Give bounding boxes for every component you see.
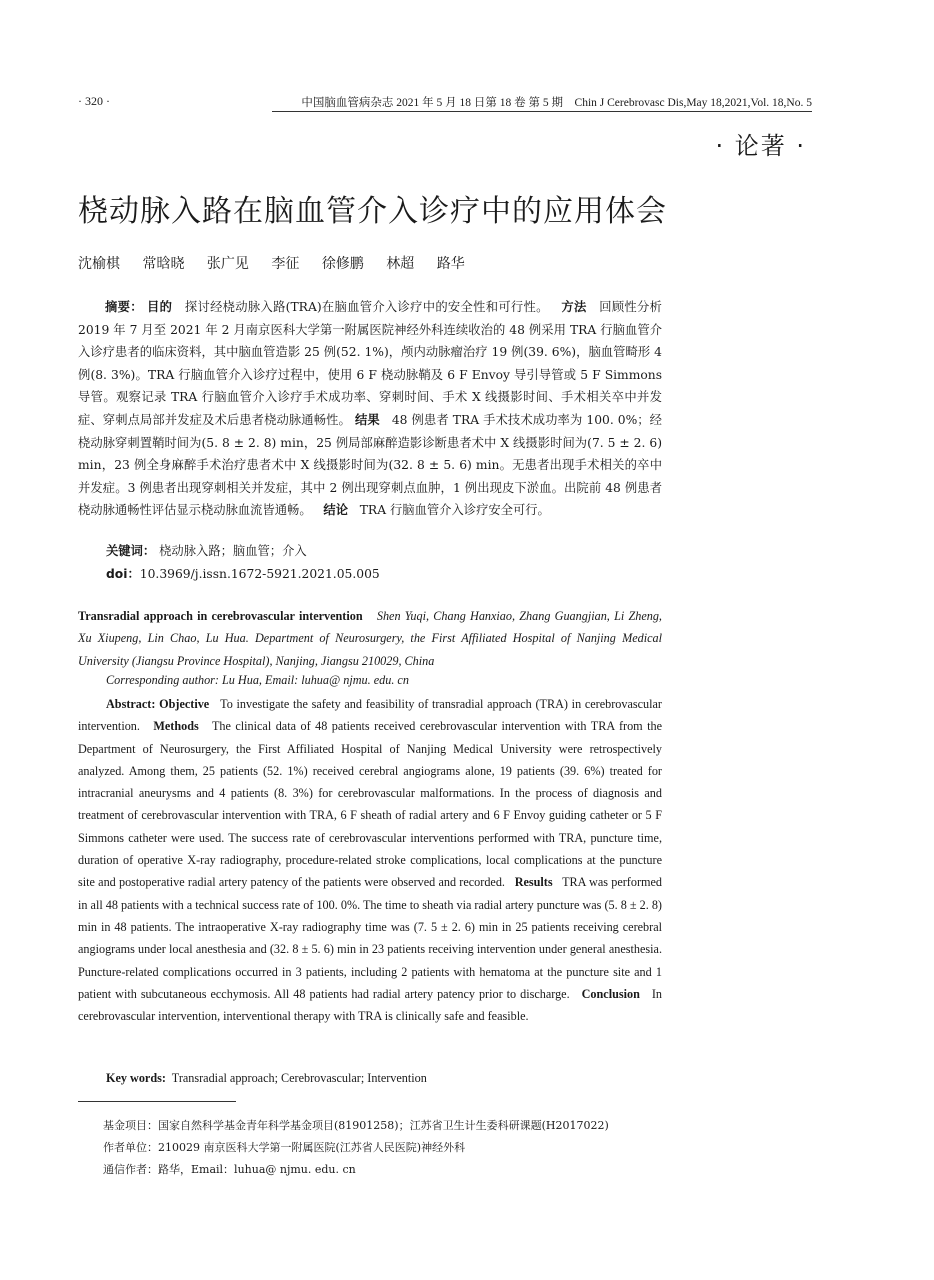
corresponding-author: Corresponding author: Lu Hua, Email: luhua@ njmu. edu. cn	[106, 673, 409, 687]
objective-text: To investigate the safety and feasibility of transradial approach (TRA) in cerebrovascular intervention.	[78, 697, 662, 734]
methods-label: 方法	[561, 300, 587, 314]
results-text: 48 例患者 TRA 手术技术成功率为 100. 0%；经桡动脉穿刺置鞘时间为(5. 8 ± 2. 8) min，25 例局部麻醉造影诊断患者术中 X 线摄影时间为(7. 5 ± 2. 6) min，23 例全身麻醉手术治疗患者术中 X 线摄影时间为(32. 8 ± 5. 6) min。无患者出现手术相关的卒中并发症。3 例患者出现穿刺相关并发症，其中 2 例出现穿刺点血肿，1 例出现皮下淤血。出院前 48 例患者桡动脉通畅性评估显示桡动脉血流皆通畅。	[78, 412, 662, 518]
english-keywords	[106, 1071, 662, 1086]
author: 徐修鹏	[321, 256, 364, 272]
chinese-keywords	[106, 541, 307, 559]
footnote-funding: 基金项目：国家自然科学基金青年科学基金项目(81901258)；江苏省卫生计生委科研课题(H2017022)	[103, 1119, 609, 1132]
author-list	[78, 253, 483, 273]
footnote-correspondence: 通信作者：路华，Email：luhua@ njmu. edu. cn	[103, 1163, 356, 1176]
english-affiliation: Shen Yuqi, Chang Hanxiao, Zhang Guangjian, Li Zheng, Xu Xiupeng, Lin Chao, Lu Hua. Department of Neurosurgery, the First Affiliated Hospital of Nanjing Medical University (Jiangsu Province Hospital), Nanjing, Jiangsu 210029, China	[78, 609, 662, 668]
author: 张广见	[206, 256, 249, 272]
results-text: TRA was performed in all 48 patients with a technical success rate of 100. 0%. The time to sheath via radial artery puncture was (5. 8 ± 2. 8) min in 48 patients. The intraoperative X-ray radiography time was (7. 5 ± 2. 6) min in 25 patients receiving cerebral angiograms under local anesthesia and (32. 8 ± 5. 6) min in 23 patients receiving intervention under general anesthesia. Puncture-related complications occurred in 3 patients, including 2 patients with hematoma at the puncture site and 1 patient with subcutaneous ecchymosis. All 48 patients had radial artery patency prior to discharge.	[78, 875, 662, 1001]
objective-text: 探讨经桡动脉入路(TRA)在脑血管介入诊疗中的安全性和可行性。	[184, 300, 549, 314]
footnote-rule	[78, 1101, 236, 1102]
conclusion-label: 结论	[323, 503, 348, 518]
methods-text: 回顾性分析 2019 年 7 月至 2021 年 2 月南京医科大学第一附属医院神经外科连续收治的 48 例采用 TRA 行脑血管介入诊疗患者的临床资料，其中脑血管造影 25 例(52. 1%)，颅内动脉瘤治疗 19 例(39. 6%)，脑血管畸形 4 例(8. 3%)。TRA 行脑血管介入诊疗过程中，使用 6 F 桡动脉鞘及 6 F Envoy 导引导管或 5 F Simmons 导管。观察记录 TRA 行脑血管介入诊疗手术成功率、穿刺时间、手术 X 线摄影时间、手术相关卒中并发症、穿刺点局部并发症及术后患者桡动脉通畅性。	[78, 300, 662, 427]
chinese-abstract	[78, 296, 662, 522]
keywords-label: Key words:	[106, 1071, 166, 1085]
english-abstract	[78, 693, 662, 1027]
author: 李征	[271, 256, 300, 272]
article-title: 桡动脉入路在脑血管介入诊疗中的应用体会	[78, 194, 667, 229]
results-label: Results	[514, 875, 553, 890]
doi	[106, 564, 380, 582]
conclusion-text: TRA 行脑血管介入诊疗安全可行。	[359, 503, 550, 518]
results-label: 结果	[354, 412, 380, 427]
author: 沈榆棋	[78, 256, 120, 272]
journal-citation: 中国脑血管病杂志 2021 年 5 月 18 日第 18 卷 第 5 期 Chin J Cerebrovasc Dis,May 18,2021,Vol. 18,No. 5	[301, 97, 812, 109]
header-rule	[272, 111, 812, 112]
objective-label: Objective	[159, 697, 210, 711]
keywords-text: 桡动脉入路；脑血管；介入	[159, 544, 307, 558]
author: 林超	[386, 256, 415, 272]
english-title: Transradial approach in cerebrovascular intervention	[78, 609, 363, 623]
author: 常晗晓	[142, 256, 185, 272]
methods-label: Methods	[153, 719, 199, 734]
doi-value: 10.3969/j.issn.1672-5921.2021.05.005	[139, 567, 380, 581]
doi-label: doi：	[106, 567, 140, 581]
conclusion-label: Conclusion	[581, 986, 640, 1001]
methods-text: The clinical data of 48 patients received cerebrovascular intervention with TRA from the Department of Neurosurgery, the First Affiliated Hospital of Nanjing Medical University were retrospectively analyzed. Among them, 25 patients (52. 1%) received cerebral angiograms alone, 19 patients (39. 6%) treated for intracranial aneurysms and 4 patients (8. 3%) for cerebrovascular malformations. In the process of diagnosis and treatment of cerebrovascular intervention with TRA, 6 F sheath of radial artery and 6 F Envoy guiding catheter or 5 F Simmons catheter were used. The success rate of cerebrovascular interventions performed with TRA, puncture time, duration of operative X-ray radiography, procedure-related stroke complications, local complications at the puncture site and postoperative radial artery patency of the patients were observed and recorded.	[78, 719, 662, 890]
keywords-text: Transradial approach; Cerebrovascular; Intervention	[171, 1071, 427, 1085]
page-number: · 320 ·	[78, 94, 110, 108]
conclusion-text: In cerebrovascular intervention, interventional therapy with TRA is clinically safe and feasible.	[78, 986, 663, 1024]
footnote-institution: 作者单位：210029 南京医科大学第一附属医院(江苏省人民医院)神经外科	[103, 1141, 466, 1154]
english-title-block	[78, 605, 662, 672]
abstract-label: Abstract:	[106, 697, 156, 711]
section-label: · 论著 ·	[715, 132, 806, 160]
keywords-label: 关键词：	[106, 544, 156, 558]
abstract-label: 摘要：	[105, 300, 143, 314]
author: 路华	[436, 256, 465, 272]
objective-label: 目的	[147, 300, 173, 314]
